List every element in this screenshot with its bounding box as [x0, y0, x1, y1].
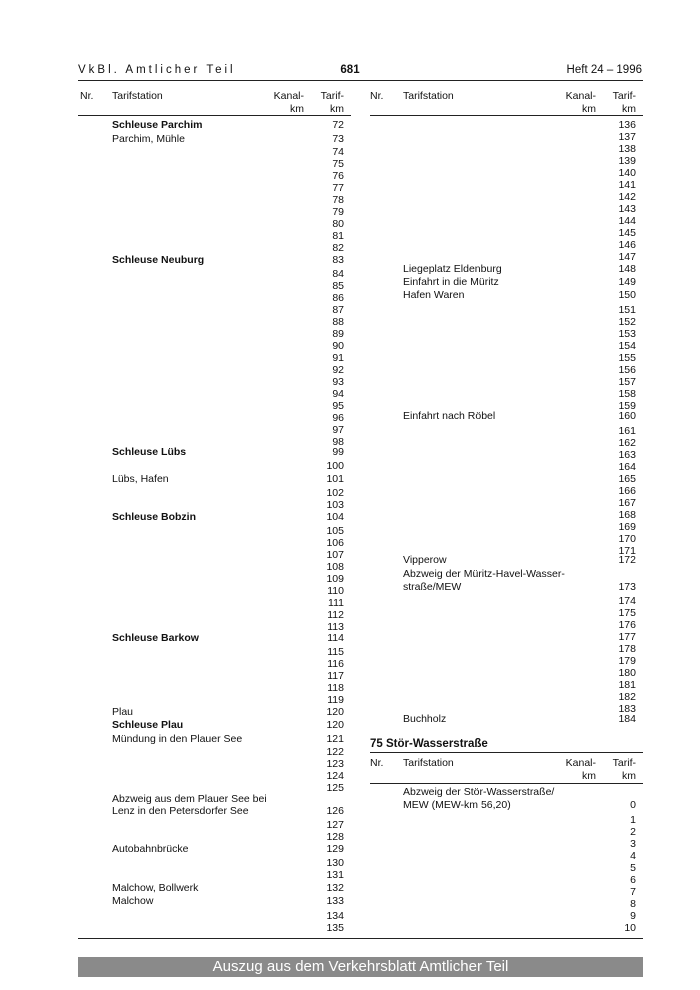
- tarif-km: 167: [618, 497, 636, 509]
- section-title: 75 Stör-Wasserstraße: [370, 738, 488, 750]
- station-name: Schleuse Bobzin: [112, 511, 197, 523]
- tarif-km: 134: [326, 910, 344, 922]
- tarif-km: 132: [326, 882, 344, 894]
- station-name: straße/MEW: [403, 581, 462, 593]
- tarif-km: 142: [618, 191, 636, 203]
- tarif-km: 86: [332, 292, 344, 304]
- tarif-km: 163: [618, 449, 636, 461]
- col-kanal-right: Kanal- km: [565, 90, 596, 115]
- footer-bar: Auszug aus dem Verkehrsblatt Amtlicher Teil: [78, 957, 643, 977]
- tarif-km: 99: [332, 446, 344, 458]
- tarif-km: 106: [326, 537, 344, 549]
- tarif-km: 78: [332, 194, 344, 206]
- tarif-km: 120: [326, 719, 344, 731]
- station-name: Abzweig der Stör-Wasserstraße/: [403, 786, 555, 798]
- tarif-km: 76: [332, 170, 344, 182]
- tarif-km: 169: [618, 521, 636, 533]
- tarif-km: 122: [326, 746, 344, 758]
- tarif-km: 107: [326, 549, 344, 561]
- tarif-km: 161: [618, 425, 636, 437]
- tarif-km: 116: [327, 658, 344, 670]
- tarif-km: 96: [332, 412, 344, 424]
- tarif-km: 148: [618, 263, 636, 275]
- station-name: Buchholz: [403, 713, 447, 725]
- tarif-km: 114: [327, 632, 344, 644]
- tarif-km: 131: [326, 869, 344, 881]
- tarif-km: 88: [332, 316, 344, 328]
- tarif-km: 87: [332, 304, 344, 316]
- tarif-km: 123: [326, 758, 344, 770]
- sec-col-nr: Nr.: [370, 757, 384, 769]
- section-title-rule: [370, 752, 643, 753]
- tarif-km: 184: [618, 713, 636, 725]
- tarif-km: 121: [326, 733, 344, 745]
- tarif-km: 3: [630, 838, 636, 850]
- tarif-km: 129: [326, 843, 344, 855]
- tarif-km: 182: [618, 691, 636, 703]
- tarif-km: 147: [618, 251, 636, 263]
- tarif-km: 119: [327, 694, 344, 706]
- station-name: Plau: [112, 706, 134, 718]
- station-name: Liegeplatz Eldenburg: [403, 263, 502, 275]
- tarif-km: 108: [326, 561, 344, 573]
- station-name: Schleuse Plau: [112, 719, 184, 731]
- tarif-km: 92: [332, 364, 344, 376]
- tarif-km: 172: [618, 554, 636, 566]
- tarif-km: 177: [618, 631, 636, 643]
- tarif-km: 155: [618, 352, 636, 364]
- tarif-km: 159: [618, 400, 636, 412]
- tarif-km: 154: [618, 340, 636, 352]
- tarif-km: 75: [332, 158, 344, 170]
- tarif-km: 146: [618, 239, 636, 251]
- tarif-km: 125: [326, 782, 344, 794]
- tarif-km: 137: [618, 131, 636, 143]
- tarif-km: 74: [332, 146, 344, 158]
- tarif-km: 157: [618, 376, 636, 388]
- tarif-km: 89: [332, 328, 344, 340]
- tarif-km: 7: [630, 886, 636, 898]
- tarif-km: 162: [618, 437, 636, 449]
- tarif-km: 93: [332, 376, 344, 388]
- station-name: Lenz in den Petersdorfer See: [112, 805, 249, 817]
- station-name: Schleuse Barkow: [112, 632, 199, 644]
- tarif-km: 138: [618, 143, 636, 155]
- station-name: Autobahnbrücke: [112, 843, 189, 855]
- tarif-km: 111: [328, 597, 344, 609]
- station-name: Einfahrt in die Müritz: [403, 276, 499, 288]
- col-kanal-left: Kanal- km: [273, 90, 304, 115]
- tarif-km: 98: [332, 436, 344, 448]
- journal-title: VkBl. Amtlicher Teil: [78, 64, 236, 76]
- tarif-km: 10: [624, 922, 636, 934]
- tarif-km: 180: [618, 667, 636, 679]
- tarif-km: 139: [618, 155, 636, 167]
- tarif-km: 104: [326, 511, 344, 523]
- sec-col-kanal: Kanal- km: [565, 757, 596, 782]
- station-name: Vipperow: [403, 554, 447, 566]
- left-table-rule: [78, 115, 351, 116]
- tarif-km: 84: [332, 268, 344, 280]
- tarif-km: 82: [332, 242, 344, 254]
- tarif-km: 126: [326, 805, 344, 817]
- station-name: MEW (MEW-km 56,20): [403, 799, 511, 811]
- tarif-km: 164: [618, 461, 636, 473]
- tarif-km: 166: [618, 485, 636, 497]
- tarif-km: 165: [618, 473, 636, 485]
- issue-label: Heft 24 – 1996: [566, 64, 642, 76]
- tarif-km: 73: [332, 133, 344, 145]
- station-name: Hafen Waren: [403, 289, 465, 301]
- tarif-km: 112: [327, 609, 344, 621]
- tarif-km: 2: [630, 826, 636, 838]
- tarif-km: 179: [618, 655, 636, 667]
- tarif-km: 150: [618, 289, 636, 301]
- tarif-km: 85: [332, 280, 344, 292]
- tarif-km: 136: [618, 119, 636, 131]
- tarif-km: 170: [618, 533, 636, 545]
- bottom-rule: [78, 938, 643, 939]
- station-name: Schleuse Parchim: [112, 119, 203, 131]
- header-rule: [78, 80, 643, 81]
- tarif-km: 153: [618, 328, 636, 340]
- tarif-km: 144: [618, 215, 636, 227]
- tarif-km: 102: [326, 487, 344, 499]
- tarif-km: 145: [618, 227, 636, 239]
- tarif-km: 4: [630, 850, 636, 862]
- tarif-km: 100: [326, 460, 344, 472]
- tarif-km: 120: [326, 706, 344, 718]
- tarif-km: 173: [618, 581, 636, 593]
- tarif-km: 9: [630, 910, 636, 922]
- col-station-left: Tarifstation: [112, 90, 163, 102]
- tarif-km: 178: [618, 643, 636, 655]
- tarif-km: 118: [327, 682, 344, 694]
- tarif-km: 97: [332, 424, 344, 436]
- tarif-km: 113: [327, 621, 344, 633]
- col-station-right: Tarifstation: [403, 90, 454, 102]
- tarif-km: 127: [326, 819, 344, 831]
- tarif-km: 115: [327, 646, 344, 658]
- tarif-km: 95: [332, 400, 344, 412]
- tarif-km: 0: [630, 799, 636, 811]
- tarif-km: 94: [332, 388, 344, 400]
- col-tarif-left: Tarif- km: [320, 90, 344, 115]
- tarif-km: 130: [326, 857, 344, 869]
- tarif-km: 81: [332, 230, 344, 242]
- tarif-km: 160: [618, 410, 636, 422]
- tarif-km: 183: [618, 703, 636, 715]
- tarif-km: 109: [326, 573, 344, 585]
- station-name: Malchow, Bollwerk: [112, 882, 199, 894]
- tarif-km: 181: [618, 679, 636, 691]
- tarif-km: 151: [618, 304, 636, 316]
- tarif-km: 174: [618, 595, 636, 607]
- section-header-rule: [370, 783, 643, 784]
- station-name: Schleuse Neuburg: [112, 254, 205, 266]
- page-number: 681: [340, 64, 360, 76]
- station-name: Abzweig aus dem Plauer See bei: [112, 793, 267, 805]
- tarif-km: 105: [326, 525, 344, 537]
- station-name: Abzweig der Müritz-Havel-Wasser-: [403, 568, 565, 580]
- tarif-km: 6: [630, 874, 636, 886]
- tarif-km: 80: [332, 218, 344, 230]
- station-name: Einfahrt nach Röbel: [403, 410, 496, 422]
- tarif-km: 124: [326, 770, 344, 782]
- tarif-km: 83: [332, 254, 344, 266]
- sec-col-tarif: Tarif- km: [612, 757, 636, 782]
- col-nr-right: Nr.: [370, 90, 384, 102]
- tarif-km: 171: [618, 545, 636, 557]
- tarif-km: 128: [326, 831, 344, 843]
- tarif-km: 135: [326, 922, 344, 934]
- station-name: Lübs, Hafen: [112, 473, 169, 485]
- tarif-km: 140: [618, 167, 636, 179]
- tarif-km: 1: [630, 814, 636, 826]
- right-table-rule: [370, 115, 643, 116]
- tarif-km: 103: [326, 499, 344, 511]
- sec-col-station: Tarifstation: [403, 757, 454, 769]
- tarif-km: 90: [332, 340, 344, 352]
- tarif-km: 143: [618, 203, 636, 215]
- station-name: Parchim, Mühle: [112, 133, 185, 145]
- tarif-km: 152: [618, 316, 636, 328]
- tarif-km: 91: [332, 352, 344, 364]
- tarif-km: 141: [618, 179, 636, 191]
- station-name: Schleuse Lübs: [112, 446, 187, 458]
- tarif-km: 79: [332, 206, 344, 218]
- tarif-km: 8: [630, 898, 636, 910]
- tarif-km: 101: [326, 473, 344, 485]
- tarif-km: 156: [618, 364, 636, 376]
- station-name: Malchow: [112, 895, 154, 907]
- tarif-km: 77: [332, 182, 344, 194]
- tarif-km: 168: [618, 509, 636, 521]
- station-name: Mündung in den Plauer See: [112, 733, 243, 745]
- tarif-km: 110: [327, 585, 344, 597]
- tarif-km: 175: [618, 607, 636, 619]
- tarif-km: 176: [618, 619, 636, 631]
- tarif-km: 149: [618, 276, 636, 288]
- tarif-km: 117: [327, 670, 344, 682]
- tarif-km: 133: [326, 895, 344, 907]
- tarif-km: 5: [630, 862, 636, 874]
- col-tarif-right: Tarif- km: [612, 90, 636, 115]
- col-nr-left: Nr.: [80, 90, 94, 102]
- tarif-km: 72: [332, 119, 344, 131]
- tarif-km: 158: [618, 388, 636, 400]
